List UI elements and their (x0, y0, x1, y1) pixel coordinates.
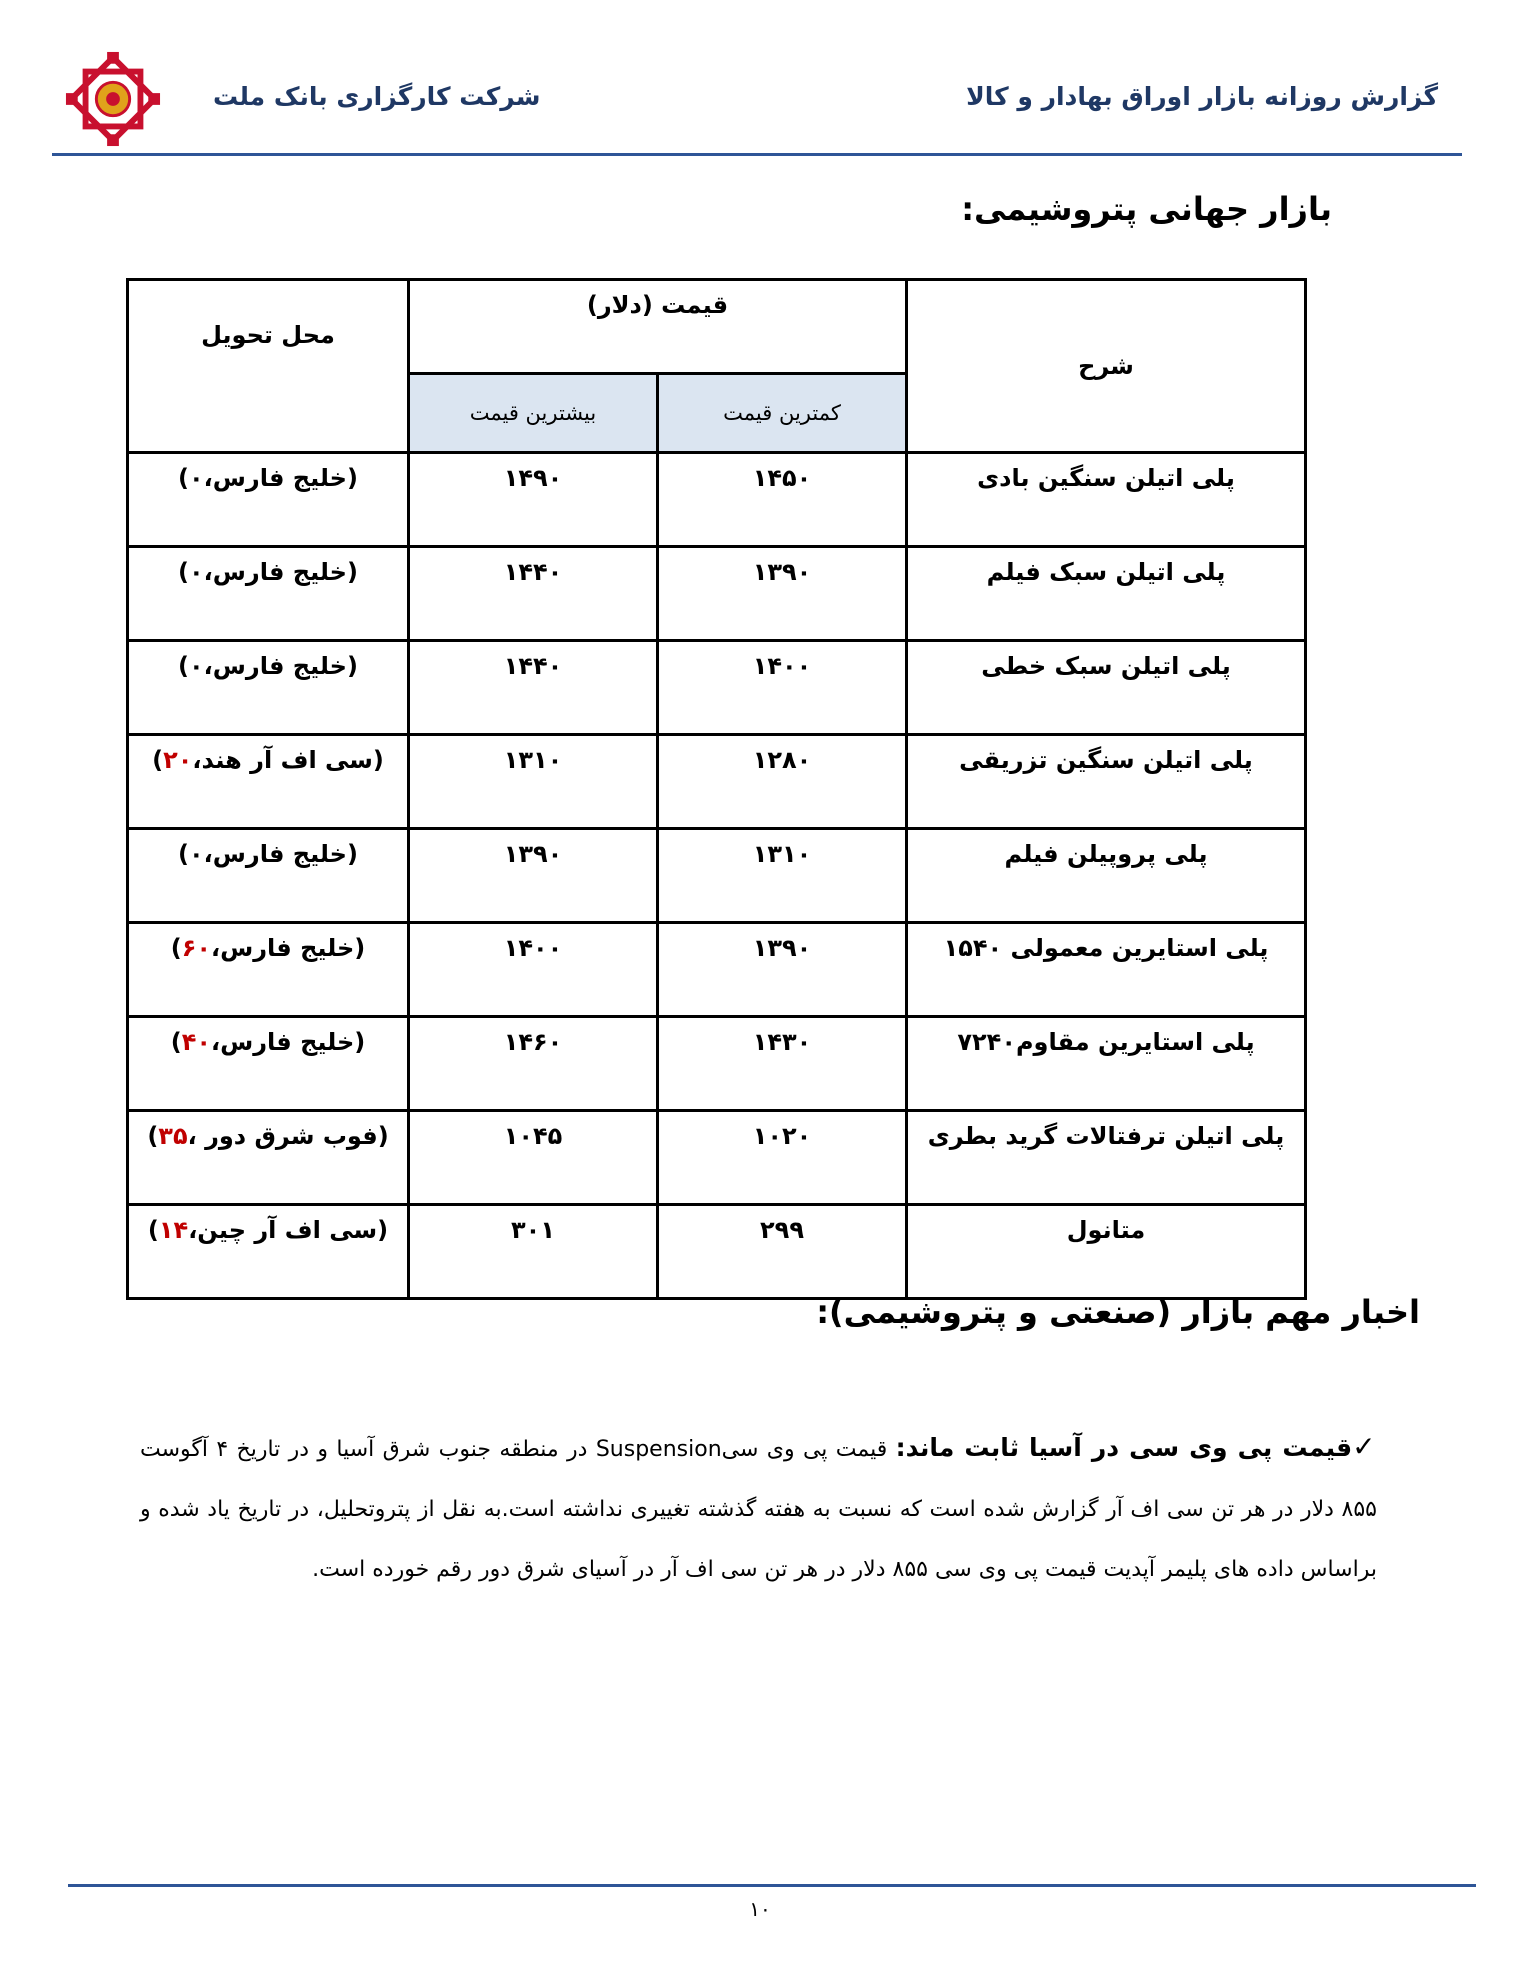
section-title-petrochem-market: بازار جهانی پتروشیمی: (961, 190, 1332, 228)
page-number: ۱۰ (749, 1897, 771, 1921)
location-close-paren: ) (152, 746, 164, 774)
location-text: (خلیج فارس، (203, 464, 358, 492)
cell-delivery-location (128, 547, 409, 641)
footer-divider (68, 1884, 1476, 1887)
location-change: ۲۰ (163, 746, 193, 774)
check-mark-icon: ✓ (1352, 1430, 1377, 1463)
news-headline: قیمت پی وی سی در آسیا ثابت ماند: (895, 1433, 1353, 1462)
cell-max-price: ۱۳۱۰ (409, 735, 658, 829)
cell-delivery-location (128, 1205, 409, 1299)
location-change: ۳۵ (158, 1122, 188, 1150)
cell-max-price: ۱۳۹۰ (409, 829, 658, 923)
header-price-group: قیمت (دلار) (409, 280, 907, 374)
location-text: (سی اف آر هند، (192, 746, 384, 774)
location-change: ۰ (189, 840, 204, 868)
header-min-price: کمترین قیمت (658, 374, 907, 453)
cell-min-price: ۲۹۹ (658, 1205, 907, 1299)
table-row (128, 641, 1306, 735)
location-close-paren: ) (170, 934, 182, 962)
cell-delivery-location (128, 923, 409, 1017)
cell-min-price: ۱۳۹۰ (658, 923, 907, 1017)
news-item (140, 1417, 1377, 1600)
company-logo (64, 50, 162, 148)
cell-min-price: ۱۴۳۰ (658, 1017, 907, 1111)
cell-delivery-location (128, 735, 409, 829)
header-company-name: شرکت کارگزاری بانک ملت (213, 82, 541, 111)
cell-min-price: ۱۰۲۰ (658, 1111, 907, 1205)
header-description: شرح (907, 280, 1306, 453)
cell-delivery-location (128, 1111, 409, 1205)
table-row (128, 1205, 1306, 1299)
location-close-paren: ) (178, 652, 189, 680)
header-max-price: بیشترین قیمت (409, 374, 658, 453)
cell-description: متانول (907, 1205, 1306, 1299)
header-delivery-location: محل تحویل (128, 280, 409, 453)
cell-min-price: ۱۴۵۰ (658, 453, 907, 547)
location-change: ۰ (189, 558, 204, 586)
cell-description: پلی اتیلن سبک خطی (907, 641, 1306, 735)
header-divider (52, 153, 1462, 156)
location-text: (خلیج فارس، (210, 934, 366, 962)
cell-description: پلی اتیلن سنگین تزریقی (907, 735, 1306, 829)
location-change: ۱۴ (158, 1216, 189, 1244)
cell-max-price: ۱۴۶۰ (409, 1017, 658, 1111)
location-close-paren: ) (178, 558, 189, 586)
table-row (128, 1111, 1306, 1205)
table-row (128, 1017, 1306, 1111)
table-row (128, 453, 1306, 547)
cell-delivery-location (128, 641, 409, 735)
cell-max-price: ۳۰۱ (409, 1205, 658, 1299)
cell-delivery-location (128, 1017, 409, 1111)
cell-description: پلی استایرین مقاوم۷۲۴۰ (907, 1017, 1306, 1111)
cell-description: پلی اتیلن سنگین بادی (907, 453, 1306, 547)
location-text: (خلیج فارس، (203, 652, 358, 680)
table-row (128, 547, 1306, 641)
cell-max-price: ۱۰۴۵ (409, 1111, 658, 1205)
cell-max-price: ۱۴۹۰ (409, 453, 658, 547)
location-close-paren: ) (178, 840, 189, 868)
location-text: (خلیج فارس، (203, 558, 358, 586)
cell-delivery-location (128, 829, 409, 923)
location-text: (خلیج فارس، (210, 1028, 366, 1056)
news-body: قیمت پی وی سیSuspension در منطقه جنوب شرق آسیا و در تاریخ ۴ آگوست ۸۵۵ دلار در هر تن سی اف آر گزارش شده است که نسبت به هفته گذشته تغییری نداشته است.به نقل از پتروتحلیل، در تاریخ یاد شده و براساس داده های پلیمر آپدیت قیمت پی وی سی ۸۵۵ دلار در هر تن سی اف آر در آسیای شرق دور رقم خورده است. (140, 1437, 1377, 1582)
cell-max-price: ۱۴۴۰ (409, 547, 658, 641)
cell-min-price: ۱۴۰۰ (658, 641, 907, 735)
location-close-paren: ) (147, 1122, 159, 1150)
location-change: ۶۰ (181, 934, 211, 962)
location-text: (فوب شرق دور ، (187, 1122, 389, 1150)
cell-max-price: ۱۴۰۰ (409, 923, 658, 1017)
petrochem-price-table (126, 278, 1307, 1300)
cell-min-price: ۱۳۱۰ (658, 829, 907, 923)
cell-description: پلی اتیلن سبک فیلم (907, 547, 1306, 641)
location-close-paren: ) (147, 1216, 159, 1244)
header-report-title: گزارش روزانه بازار اوراق بهادار و کالا (966, 82, 1438, 111)
location-change: ۰ (189, 464, 204, 492)
section-title-market-news: اخبار مهم بازار (صنعتی و پتروشیمی): (816, 1293, 1420, 1331)
cell-description: پلی پروپیلن فیلم (907, 829, 1306, 923)
cell-delivery-location (128, 453, 409, 547)
cell-description: پلی اتیلن ترفتالات گرید بطری (907, 1111, 1306, 1205)
table-row (128, 829, 1306, 923)
location-text: (خلیج فارس، (203, 840, 358, 868)
location-text: (سی اف آر چین، (188, 1216, 389, 1244)
cell-min-price: ۱۳۹۰ (658, 547, 907, 641)
cell-description: پلی استایرین معمولی ۱۵۴۰ (907, 923, 1306, 1017)
cell-min-price: ۱۲۸۰ (658, 735, 907, 829)
location-close-paren: ) (170, 1028, 182, 1056)
location-change: ۴۰ (181, 1028, 211, 1056)
table-row (128, 923, 1306, 1017)
cell-max-price: ۱۴۴۰ (409, 641, 658, 735)
location-close-paren: ) (178, 464, 189, 492)
location-change: ۰ (189, 652, 204, 680)
table-row (128, 735, 1306, 829)
